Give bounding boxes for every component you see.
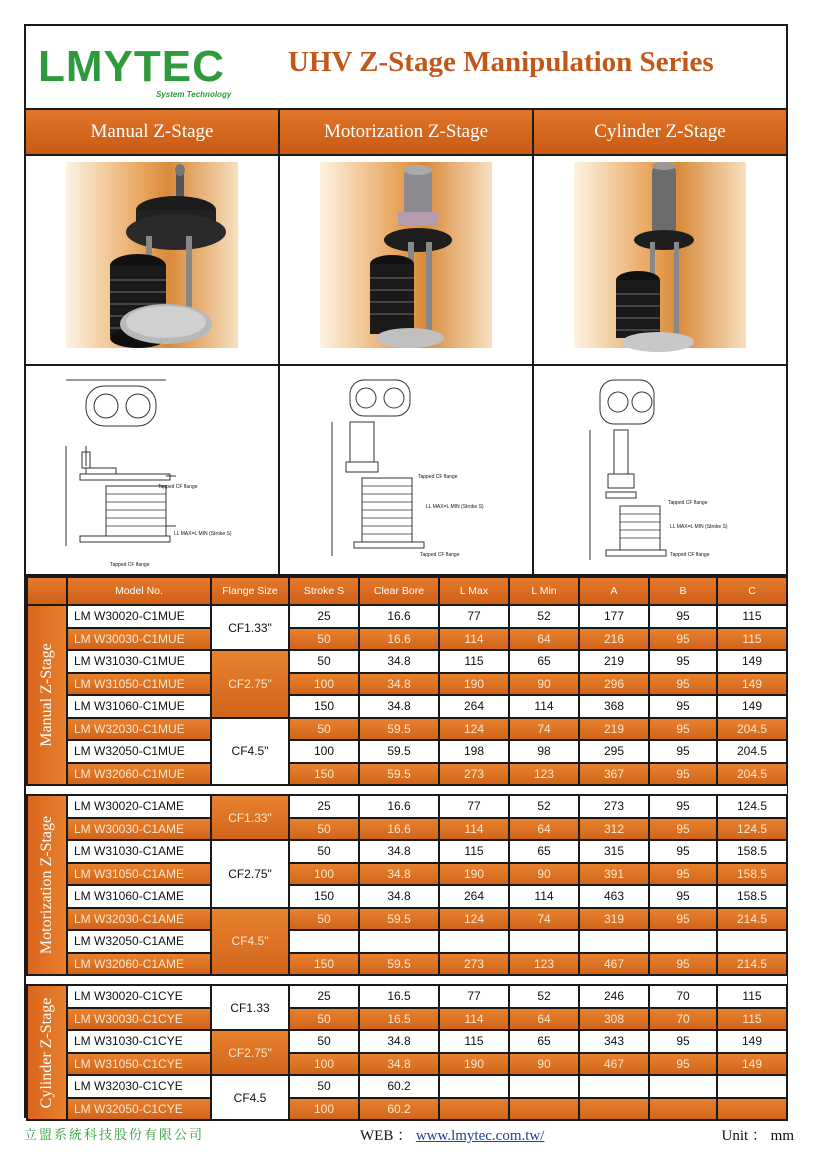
value-cell-b: 95 [649, 1030, 717, 1053]
cyl-flange-label-top: Tapped CF flange [668, 500, 708, 506]
value-cell-c: 124.5 [717, 818, 787, 841]
table-row [27, 740, 787, 763]
flange-cell: CF2.75" [211, 650, 289, 718]
value-cell-b [649, 930, 717, 953]
flange-cell: CF4.5" [211, 718, 289, 786]
flange-cell: CF4.5 [211, 1075, 289, 1120]
col-bore: Clear Bore [359, 577, 439, 605]
value-cell-lmin: 52 [509, 605, 579, 628]
col-b: B [649, 577, 717, 605]
value-cell-a: 343 [579, 1030, 649, 1053]
value-cell-lmax: 273 [439, 763, 509, 786]
value-cell-lmin: 64 [509, 628, 579, 651]
value-cell-bore: 16.6 [359, 628, 439, 651]
value-cell-b: 95 [649, 628, 717, 651]
value-cell-bore: 59.5 [359, 763, 439, 786]
motorization-stage-photo [280, 156, 534, 364]
value-cell-lmax: 198 [439, 740, 509, 763]
model-cell: LM W31050-C1CYE [67, 1053, 211, 1076]
table-row [27, 863, 787, 886]
logo-subtitle: System Technology [156, 90, 232, 99]
table-row [27, 718, 787, 741]
value-cell-bore [359, 930, 439, 953]
table-row [27, 930, 787, 953]
model-cell: LM W32050-C1AME [67, 930, 211, 953]
value-cell-a [579, 1075, 649, 1098]
value-cell-a: 391 [579, 863, 649, 886]
value-cell-c: 214.5 [717, 953, 787, 976]
value-cell-b: 95 [649, 695, 717, 718]
value-cell-s: 50 [289, 1075, 359, 1098]
model-cell: LM W31050-C1MUE [67, 673, 211, 696]
value-cell-bore: 60.2 [359, 1075, 439, 1098]
value-cell-b: 95 [649, 840, 717, 863]
value-cell-b: 95 [649, 605, 717, 628]
footer [24, 1122, 794, 1146]
manual-stage-drawing [26, 366, 280, 574]
value-cell-bore: 34.8 [359, 840, 439, 863]
value-cell-bore: 34.8 [359, 1053, 439, 1076]
model-cell: LM W32030-C1MUE [67, 718, 211, 741]
value-cell-lmin: 123 [509, 763, 579, 786]
value-cell-b: 70 [649, 985, 717, 1008]
value-cell-lmin: 65 [509, 840, 579, 863]
value-cell-lmin: 90 [509, 673, 579, 696]
value-cell-s: 100 [289, 740, 359, 763]
value-cell-c: 158.5 [717, 885, 787, 908]
table-row [27, 818, 787, 841]
value-cell-bore: 34.8 [359, 673, 439, 696]
company-logo [38, 38, 258, 102]
section-label: Motorization Z-Stage [38, 815, 55, 955]
section-label: Cylinder Z-Stage [38, 997, 55, 1108]
spec-tables [26, 576, 786, 1121]
section-label-cell [27, 985, 67, 1120]
model-cell: LM W32030-C1AME [67, 908, 211, 931]
value-cell-lmax: 264 [439, 885, 509, 908]
value-cell-lmax: 115 [439, 1030, 509, 1053]
value-cell-lmin: 90 [509, 863, 579, 886]
manual-flange-label-top: Tapped CF flange [158, 484, 198, 490]
value-cell-a: 467 [579, 953, 649, 976]
value-cell-b: 70 [649, 1008, 717, 1031]
value-cell-s: 50 [289, 628, 359, 651]
value-cell-a: 296 [579, 673, 649, 696]
value-cell-lmax: 114 [439, 628, 509, 651]
value-cell-a: 219 [579, 650, 649, 673]
value-cell-s: 25 [289, 605, 359, 628]
table-row [27, 763, 787, 786]
flange-cell: CF4.5" [211, 908, 289, 976]
motor-flange-label-top: Tapped CF flange [418, 474, 458, 480]
value-cell-lmin [509, 1098, 579, 1121]
motor-lmax-label: LL MAX=L MIN (Stroke S) [426, 504, 484, 510]
value-cell-a: 312 [579, 818, 649, 841]
value-cell-s: 50 [289, 718, 359, 741]
value-cell-s: 50 [289, 650, 359, 673]
value-cell-c: 158.5 [717, 863, 787, 886]
value-cell-a: 319 [579, 908, 649, 931]
value-cell-lmax: 264 [439, 695, 509, 718]
value-cell-c: 115 [717, 628, 787, 651]
value-cell-lmin: 52 [509, 795, 579, 818]
value-cell-c [717, 1075, 787, 1098]
value-cell-b [649, 1075, 717, 1098]
company-name: 立盟系統科技股份有限公司 [24, 1128, 205, 1143]
model-cell: LM W30030-C1MUE [67, 628, 211, 651]
value-cell-c: 149 [717, 673, 787, 696]
value-cell-lmax: 114 [439, 818, 509, 841]
value-cell-bore: 34.8 [359, 650, 439, 673]
value-cell-lmin: 123 [509, 953, 579, 976]
value-cell-s: 150 [289, 885, 359, 908]
value-cell-s: 25 [289, 795, 359, 818]
value-cell-c: 204.5 [717, 763, 787, 786]
table-row [27, 695, 787, 718]
value-cell-b: 95 [649, 650, 717, 673]
page-title: UHV Z-Stage Manipulation Series [288, 46, 714, 78]
table-row [27, 985, 787, 1008]
section-gap [27, 785, 787, 795]
value-cell-s: 50 [289, 1030, 359, 1053]
value-cell-a: 368 [579, 695, 649, 718]
value-cell-c [717, 930, 787, 953]
flange-cell: CF1.33 [211, 985, 289, 1030]
model-cell: LM W32030-C1CYE [67, 1075, 211, 1098]
value-cell-bore: 34.8 [359, 885, 439, 908]
value-cell-a [579, 1098, 649, 1121]
value-cell-b: 95 [649, 908, 717, 931]
value-cell-lmin: 90 [509, 1053, 579, 1076]
value-cell-bore: 16.6 [359, 795, 439, 818]
flange-cell: CF2.75" [211, 840, 289, 908]
value-cell-b: 95 [649, 863, 717, 886]
category-header-row [26, 110, 786, 156]
value-cell-a: 273 [579, 795, 649, 818]
website-link[interactable]: www.lmytec.com.tw/ [415, 1128, 545, 1144]
model-cell: LM W32060-C1AME [67, 953, 211, 976]
value-cell-a: 463 [579, 885, 649, 908]
col-model: Model No. [67, 577, 211, 605]
value-cell-bore: 16.5 [359, 985, 439, 1008]
value-cell-c: 158.5 [717, 840, 787, 863]
table-row [27, 605, 787, 628]
section-label-cell [27, 605, 67, 785]
flange-cell: CF2.75" [211, 1030, 289, 1075]
value-cell-b: 95 [649, 795, 717, 818]
table-row [27, 795, 787, 818]
value-cell-c: 149 [717, 650, 787, 673]
value-cell-a: 295 [579, 740, 649, 763]
value-cell-a: 177 [579, 605, 649, 628]
value-cell-lmax: 77 [439, 605, 509, 628]
datasheet-frame [24, 24, 788, 1118]
model-cell: LM W31050-C1AME [67, 863, 211, 886]
logo-text: LMYTEC [38, 42, 225, 91]
value-cell-s: 50 [289, 818, 359, 841]
cylinder-stage-photo [534, 156, 786, 364]
value-cell-c: 115 [717, 985, 787, 1008]
model-cell: LM W30020-C1MUE [67, 605, 211, 628]
value-cell-c: 115 [717, 605, 787, 628]
value-cell-a [579, 930, 649, 953]
value-cell-s: 150 [289, 953, 359, 976]
value-cell-lmax [439, 1098, 509, 1121]
value-cell-lmin: 64 [509, 1008, 579, 1031]
value-cell-c [717, 1098, 787, 1121]
value-cell-a: 246 [579, 985, 649, 1008]
value-cell-bore: 59.5 [359, 908, 439, 931]
value-cell-lmin: 74 [509, 718, 579, 741]
value-cell-bore: 59.5 [359, 718, 439, 741]
table-row [27, 840, 787, 863]
value-cell-lmin: 65 [509, 1030, 579, 1053]
value-cell-c: 149 [717, 1030, 787, 1053]
model-cell: LM W30020-C1CYE [67, 985, 211, 1008]
motor-flange-label-bottom: Tapped CF flange [420, 552, 460, 558]
col-lmax: L Max [439, 577, 509, 605]
value-cell-a: 216 [579, 628, 649, 651]
flange-cell: CF1.33" [211, 795, 289, 840]
section-label-cell [27, 795, 67, 975]
value-cell-b: 95 [649, 953, 717, 976]
value-cell-s: 50 [289, 908, 359, 931]
category-manual: Manual Z-Stage [26, 110, 280, 154]
value-cell-s [289, 930, 359, 953]
col-c: C [717, 577, 787, 605]
value-cell-s: 100 [289, 673, 359, 696]
model-cell: LM W32050-C1MUE [67, 740, 211, 763]
value-cell-s: 25 [289, 985, 359, 1008]
value-cell-b: 95 [649, 673, 717, 696]
value-cell-bore: 59.5 [359, 953, 439, 976]
model-cell: LM W31030-C1AME [67, 840, 211, 863]
manual-flange-label-bottom: Tapped CF flange [110, 562, 150, 568]
value-cell-bore: 16.6 [359, 605, 439, 628]
value-cell-bore: 16.6 [359, 818, 439, 841]
table-row [27, 1008, 787, 1031]
value-cell-bore: 34.8 [359, 1030, 439, 1053]
value-cell-bore: 34.8 [359, 695, 439, 718]
category-cylinder: Cylinder Z-Stage [534, 110, 786, 154]
table-row [27, 1098, 787, 1121]
value-cell-a: 219 [579, 718, 649, 741]
value-cell-lmax: 190 [439, 1053, 509, 1076]
value-cell-lmax: 273 [439, 953, 509, 976]
value-cell-a: 315 [579, 840, 649, 863]
value-cell-lmax: 114 [439, 1008, 509, 1031]
value-cell-bore: 59.5 [359, 740, 439, 763]
value-cell-b: 95 [649, 885, 717, 908]
table-row [27, 1053, 787, 1076]
value-cell-a: 467 [579, 1053, 649, 1076]
value-cell-b: 95 [649, 718, 717, 741]
motorization-stage-drawing [280, 366, 534, 574]
section-gap [27, 975, 787, 985]
product-photo-row [26, 156, 786, 366]
section-label: Manual Z-Stage [38, 643, 55, 747]
model-cell: LM W31030-C1CYE [67, 1030, 211, 1053]
manual-stage-photo [26, 156, 280, 364]
value-cell-c: 149 [717, 695, 787, 718]
value-cell-b: 95 [649, 763, 717, 786]
value-cell-s: 100 [289, 1053, 359, 1076]
value-cell-b: 95 [649, 740, 717, 763]
value-cell-lmax: 115 [439, 840, 509, 863]
value-cell-s: 100 [289, 863, 359, 886]
table-row [27, 673, 787, 696]
value-cell-bore: 16.5 [359, 1008, 439, 1031]
model-cell: LM W32050-C1CYE [67, 1098, 211, 1121]
technical-drawing-row [26, 366, 786, 576]
cyl-flange-label-bottom: Tapped CF flange [670, 552, 710, 558]
table-row [27, 1030, 787, 1053]
value-cell-lmin: 64 [509, 818, 579, 841]
table-header-row [27, 577, 787, 605]
spec-table [26, 576, 788, 1121]
value-cell-lmin: 98 [509, 740, 579, 763]
value-cell-lmax: 190 [439, 673, 509, 696]
value-cell-lmin: 52 [509, 985, 579, 1008]
web-label: WEB ： [360, 1128, 413, 1144]
value-cell-lmax: 190 [439, 863, 509, 886]
value-cell-a: 367 [579, 763, 649, 786]
header [26, 26, 786, 110]
value-cell-c: 115 [717, 1008, 787, 1031]
web-info [360, 1124, 544, 1145]
model-cell: LM W30030-C1CYE [67, 1008, 211, 1031]
manual-lmax-label: LL MAX=L MIN (Stroke S) [174, 531, 232, 537]
category-motorization: Motorization Z-Stage [280, 110, 534, 154]
cylinder-stage-drawing [534, 366, 786, 574]
value-cell-lmin: 65 [509, 650, 579, 673]
value-cell-c: 214.5 [717, 908, 787, 931]
value-cell-lmin [509, 1075, 579, 1098]
col-stroke: Stroke S [289, 577, 359, 605]
table-row [27, 908, 787, 931]
value-cell-s: 100 [289, 1098, 359, 1121]
value-cell-s: 50 [289, 1008, 359, 1031]
value-cell-lmax: 124 [439, 718, 509, 741]
value-cell-b [649, 1098, 717, 1121]
value-cell-c: 204.5 [717, 718, 787, 741]
value-cell-lmin [509, 930, 579, 953]
table-row [27, 628, 787, 651]
value-cell-a: 308 [579, 1008, 649, 1031]
unit-note: Unit ： mm [721, 1128, 794, 1144]
value-cell-s: 150 [289, 763, 359, 786]
model-cell: LM W31060-C1AME [67, 885, 211, 908]
value-cell-lmax [439, 1075, 509, 1098]
value-cell-s: 150 [289, 695, 359, 718]
model-cell: LM W30020-C1AME [67, 795, 211, 818]
flange-cell: CF1.33" [211, 605, 289, 650]
value-cell-c: 124.5 [717, 795, 787, 818]
table-row [27, 650, 787, 673]
col-a: A [579, 577, 649, 605]
table-row [27, 885, 787, 908]
model-cell: LM W32060-C1MUE [67, 763, 211, 786]
table-row [27, 1075, 787, 1098]
model-cell: LM W31060-C1MUE [67, 695, 211, 718]
value-cell-s: 50 [289, 840, 359, 863]
value-cell-bore: 60.2 [359, 1098, 439, 1121]
value-cell-c: 149 [717, 1053, 787, 1076]
model-cell: LM W30030-C1AME [67, 818, 211, 841]
value-cell-c: 204.5 [717, 740, 787, 763]
header-blank [27, 577, 67, 605]
value-cell-lmin: 114 [509, 695, 579, 718]
value-cell-b: 95 [649, 818, 717, 841]
col-lmin: L Min [509, 577, 579, 605]
cyl-lmax-label: LL MAX=L MIN (Stroke S) [670, 524, 728, 530]
model-cell: LM W31030-C1MUE [67, 650, 211, 673]
value-cell-lmax [439, 930, 509, 953]
value-cell-bore: 34.8 [359, 863, 439, 886]
value-cell-lmin: 114 [509, 885, 579, 908]
value-cell-lmax: 115 [439, 650, 509, 673]
table-row [27, 953, 787, 976]
value-cell-b: 95 [649, 1053, 717, 1076]
value-cell-lmin: 74 [509, 908, 579, 931]
col-flange: Flange Size [211, 577, 289, 605]
value-cell-lmax: 77 [439, 985, 509, 1008]
value-cell-lmax: 77 [439, 795, 509, 818]
value-cell-lmax: 124 [439, 908, 509, 931]
